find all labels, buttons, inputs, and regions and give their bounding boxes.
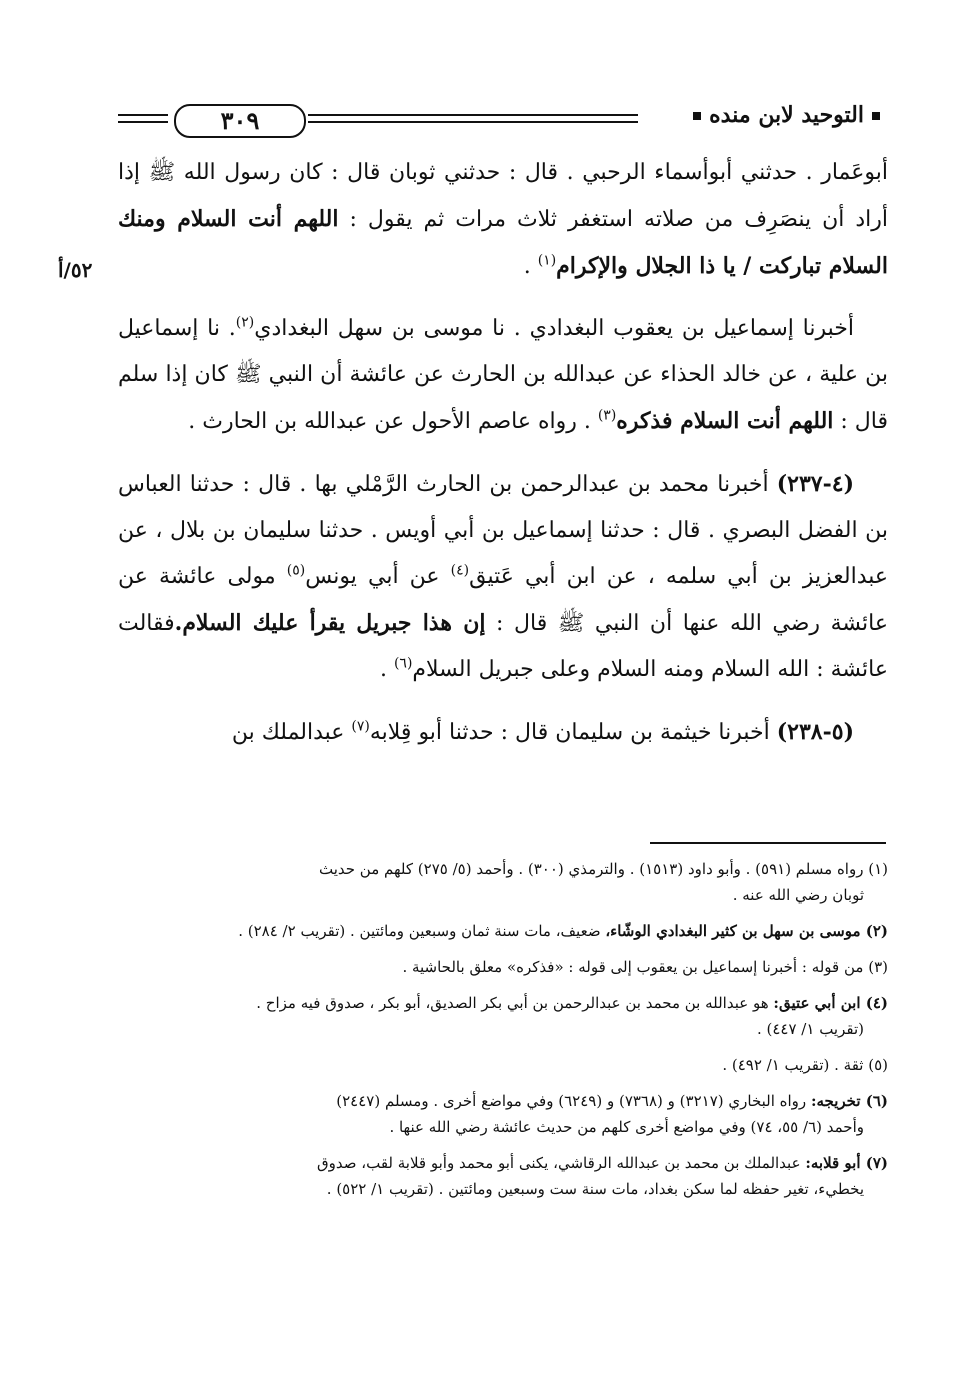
header-rule-middle (308, 114, 638, 123)
footnote-6 (118, 1088, 888, 1140)
text: أخبرنا إسماعيل بن يعقوب البغدادي . نا موسى بن سهل البغدادي (254, 316, 854, 341)
footnote-ref: (١) (537, 252, 557, 269)
footnote-ref: (٥) (286, 562, 306, 579)
footnote-text: (تقريب ١/ ٤٤٧) . (756, 1020, 864, 1038)
bullet-icon (693, 112, 701, 120)
text: مولى عائشة عن عائشة رضي الله عنها أن النبي ﷺ قال : (118, 564, 888, 636)
text: أخبرنا خيثمة بن سليمان قال : حدثنا أبو قِلابه (369, 720, 777, 745)
footnote-1 (118, 856, 888, 908)
text: . رواه عاصم الأحول عن عبدالله بن الحارث . (188, 409, 598, 434)
footnote-label: (٦) تخريجه: (810, 1092, 888, 1110)
running-title-text: التوحيد لابن منده (709, 102, 864, 128)
footnote-5 (118, 1052, 888, 1078)
header-rule-left (118, 114, 168, 123)
hadith-number: (٥-٢٣٨) (776, 719, 854, 745)
running-title (685, 102, 888, 128)
footnote-ref: (٣) (597, 407, 617, 424)
text: . نا إسماعيل بن علية ، عن خالد الحذاء عن عبدالله بن الحارث عن عائشة أن النبي ﷺ كان إذا سلم قال : (118, 316, 888, 434)
hadith-number: (٤-٢٣٧) (776, 471, 854, 497)
text: أخبرنا محمد بن عبدالرحمن بن الحارث الرَّمْلي بها . قال : حدثنا العباس بن الفضل البصري . قال : حدثنا إسماعيل بن أبي أويس . حدثنا سليمان بن بلال ، عن عبدالعزيز بن أبي سلمه ، عن ابن أبي عَتيق (118, 472, 889, 589)
footnote-text: رواه البخاري (٣٢١٧) و (٧٣٦٨) و (٦٢٤٩) وفي مواضع أخرى . ومسلم (٢٤٤٧) (336, 1092, 811, 1110)
footnote-text: ثوبان رضي الله عنه . (732, 886, 864, 904)
page-header (118, 100, 888, 140)
text: . (379, 657, 394, 682)
footnote-ref: (٦) (393, 655, 413, 672)
footnote-4 (118, 990, 888, 1042)
text: عن أبي يونس (305, 564, 451, 589)
paragraph-1 (118, 150, 888, 290)
text: أبوعَمار . حدثني أبوأسماء الرحبي . قال : حدثني ثوبان قال : كان رسول الله ﷺ إذا أراد أن ينصَرِف من صلاته استغفر ثلاث مرات ثم يقول : (118, 160, 888, 232)
text: فقالت عائشة : الله السلام ومنه السلام وعلى جبريل السلام (118, 611, 888, 682)
footnote-text: وأحمد (٦/ ٥٥، ٧٤) وفي مواضع أخرى كلهم من حديث عائشة رضي الله عنها . (389, 1118, 864, 1136)
text: . (523, 254, 538, 279)
footnote-ref: (٢) (235, 314, 255, 331)
hadith-text: اللهم أنت السلام ومنك السلام تباركت / يا ذا الجلال والإكرام (118, 206, 888, 279)
footnote-text: عبدالملك بن محمد بن عبدالله الرقاشي، يكنى أبو محمد وأبو قلابة لقب، صدوق (317, 1154, 806, 1172)
paragraph-2 (118, 306, 888, 445)
footnote-text: (٣) من قوله : أخبرنا إسماعيل بن يعقوب إلى قوله : «فذكره» معلق بالحاشية . (402, 958, 888, 976)
footnote-text: هو عبدالله بن محمد بن عبدالرحمن بن أبي بكر الصديق، أبو بكر ، صدوق فيه مزاح . (256, 994, 774, 1012)
footnote-text: (١) رواه مسلم (٥٩١) . وأبو داود (١٥١٣) . والترمذي (٣٠٠) . وأحمد (٥/ ٢٧٥) كلهم من حديث (318, 860, 888, 878)
footnote-label: (٢) موسى بن سهل بن كثير البغدادي الوشّاء، (605, 922, 888, 940)
footnote-label: (٤) ابن أبي عتيق: (773, 994, 888, 1012)
footnote-2 (118, 918, 888, 944)
footnote-text: ضعيف، مات سنة ثمان وسبعين ومائتين . (تقريب ٢/ ٢٨٤) . (238, 922, 606, 940)
paragraph-3 (118, 461, 888, 693)
footnote-7 (118, 1150, 888, 1202)
hadith-text: إن هذا جبريل يقرأ عليك السلام. (174, 610, 486, 636)
footnote-separator (650, 842, 886, 844)
footnotes (118, 856, 888, 1212)
page-number: ٣٠٩ (174, 104, 306, 138)
hadith-text: اللهم أنت السلام فذكره (616, 408, 834, 434)
main-text (118, 150, 888, 772)
footnote-3 (118, 954, 888, 980)
footnote-ref: (٤) (450, 562, 470, 579)
paragraph-4 (118, 709, 888, 756)
bullet-icon (872, 112, 880, 120)
footnote-ref: (٧) (351, 718, 370, 735)
text: عبدالملك بن (231, 720, 352, 745)
footnote-text: يخطيء، تغير حفظه لما سكن بغداد، مات سنة ست وسبعين ومائتين . (تقريب ١/ ٥٢٢) . (326, 1180, 864, 1198)
margin-folio-note: ٥٢/أ (58, 258, 93, 282)
footnote-label: (٧) أبو قلابه: (805, 1154, 888, 1172)
footnote-text: (٥) ثقة . (تقريب ١/ ٤٩٢) . (722, 1056, 888, 1074)
